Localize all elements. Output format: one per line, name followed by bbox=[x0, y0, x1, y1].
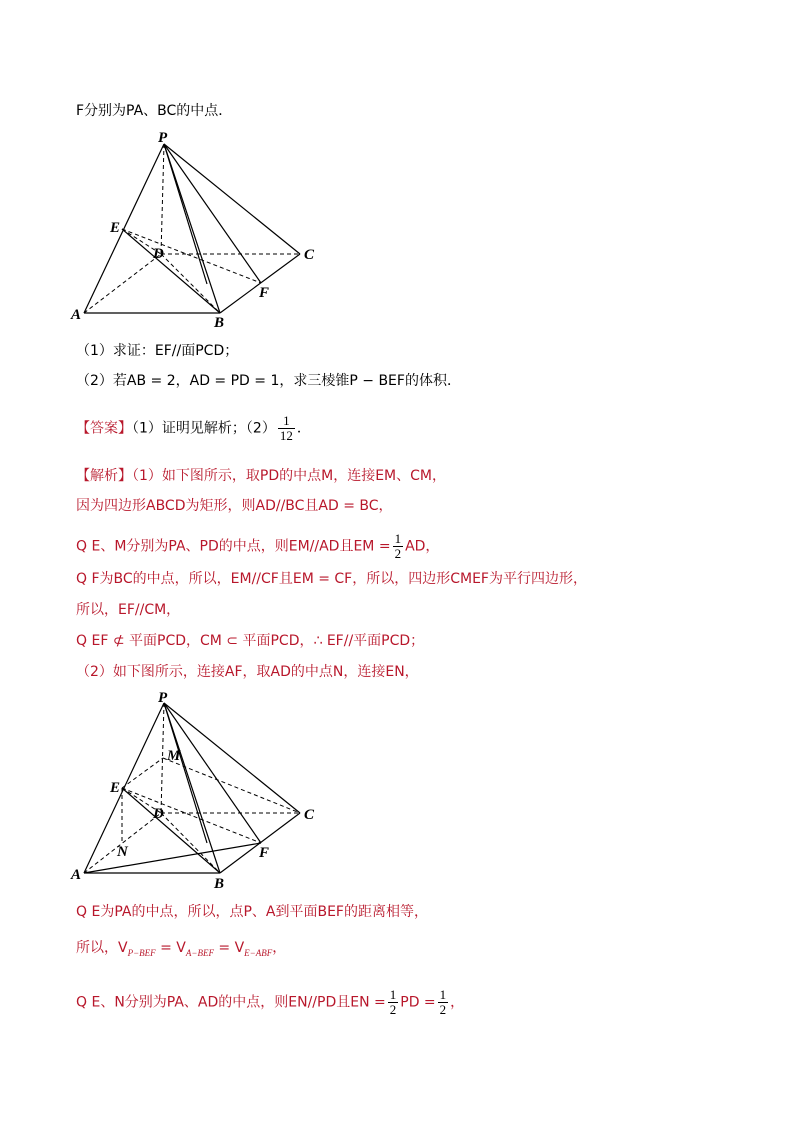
solution-line-3: Q E、M分别为PA、PD的中点，则EM//AD且EM = $\frac{1}{2}$ AD， bbox=[76, 531, 440, 561]
solution-line-5: 所以，EF//CM， bbox=[76, 602, 181, 618]
fig2-label-p: P bbox=[158, 690, 168, 706]
solution-label: 【解析】 bbox=[76, 468, 132, 484]
fig2-label-a: A bbox=[71, 867, 82, 883]
solution-line-10: Q E、N分别为PA、AD的中点，则EN//PD且EN = $\frac{1}{2}$ PD = $\frac{1}{2}$ ， bbox=[76, 987, 465, 1017]
solution-line-2: 因为四边形ABCD为矩形，则AD//BC且AD = BC， bbox=[76, 498, 393, 514]
fig2-label-b: B bbox=[214, 876, 225, 892]
answer-fraction: $\frac{1}{12}$ bbox=[279, 413, 293, 443]
solution-line-6: Q EF ⊄ 平面PCD，CM ⊂ 平面PCD，∴ EF//平面PCD； bbox=[76, 633, 425, 649]
solution-line-4: Q F为BC的中点，所以，EM//CF且EM = CF，所以，四边形CMEF为平行四边形， bbox=[76, 571, 587, 587]
pyramid-figure-1 bbox=[70, 130, 330, 330]
solution-line-9: 所以，$V_{P-BEF} = V_{A-BEF} = V_{E-ABF}$， bbox=[76, 940, 287, 958]
solution-line-1: 【解析】（1）如下图所示，取PD的中点M，连接EM、CM， bbox=[76, 468, 446, 484]
fig1-label-c: C bbox=[304, 247, 315, 263]
question-2: （2）若AB = 2，AD = PD = 1，求三棱锥P − BEF的体积． bbox=[76, 373, 461, 389]
fig1-label-e: E bbox=[110, 220, 121, 236]
fig2-label-m: M bbox=[167, 748, 181, 764]
solution-line-7: （2）如下图所示，连接AF，取AD的中点N，连接EN， bbox=[76, 664, 419, 680]
fig2-label-f: F bbox=[259, 845, 270, 861]
fig1-label-a: A bbox=[71, 307, 82, 323]
fig1-label-p: P bbox=[158, 130, 168, 146]
fig1-label-f: F bbox=[259, 285, 270, 301]
pyramid-figure-2 bbox=[70, 688, 330, 894]
fig2-label-n: N bbox=[117, 844, 128, 860]
solution-line-8: Q E为PA的中点，所以，点P、A到平面BEF的距离相等， bbox=[76, 904, 428, 920]
question-1: （1）求证：EF//面PCD； bbox=[76, 343, 239, 359]
intro-line bbox=[76, 101, 232, 121]
intro-text: F分别为PA、BC的中点． bbox=[76, 103, 233, 119]
answer-label: 【答案】 bbox=[76, 420, 132, 437]
answer-line: 【答案】（1）证明见解析；（2） $\frac{1}{12}$ ． bbox=[76, 413, 311, 443]
fig2-label-e: E bbox=[110, 780, 121, 796]
fig2-label-d: D bbox=[153, 806, 164, 822]
fig1-label-d: D bbox=[153, 246, 164, 262]
fig2-label-c: C bbox=[304, 807, 315, 823]
fig1-label-b: B bbox=[214, 315, 225, 330]
